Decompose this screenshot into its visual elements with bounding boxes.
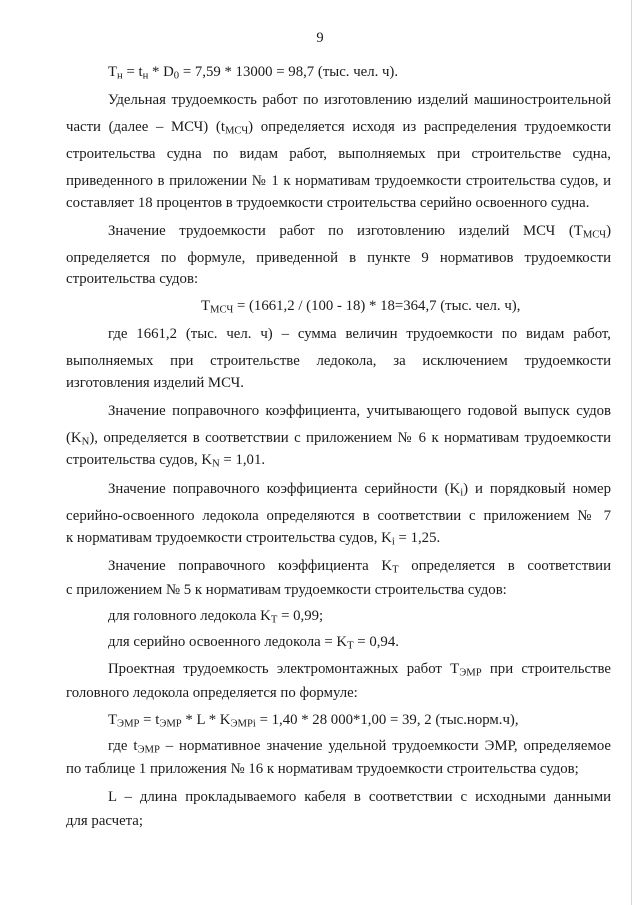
subscript-text: N [81, 436, 90, 448]
formula-tmch: $Т_{МСЧ} = (1661,2 / (100 - 18) * 18=364,7$ (тыс. чел. ч), [201, 298, 521, 316]
paragraph-kn-line: Значение поправочного коэффициента, учитывающего годовой выпуск судов [108, 403, 611, 419]
page-number: 9 [316, 30, 324, 46]
subscript-text: ЭМРi [230, 718, 256, 730]
paragraph-mch-line: составляет 18 процентов в трудоемкости строительства серийно освоенного судна. [66, 195, 590, 211]
paragraph-where-line: где 1661,2 (тыс. чел. ч) – сумма величин трудоемкости по видам работ, [108, 326, 611, 342]
paragraph-tmch-line: Значение трудоемкости работ по изготовлению изделий МСЧ $(Т_{МСЧ})$ [108, 223, 611, 241]
paragraph-where-line: изготовления изделий МСЧ. [66, 375, 244, 391]
subscript-text: н [117, 70, 123, 82]
paragraph-tmch-line: определяется по формуле, приведенной в пункте 9 нормативов трудоемкости [66, 250, 611, 266]
paragraph-temr-def-line: по таблице 1 приложения № 16 к нормативам трудоемкости строительства судов; [66, 761, 579, 777]
list-item-kt-head: для головного ледокола $K_T = 0,99$; [108, 608, 324, 626]
subscript-text: ЭМР [459, 667, 482, 679]
subscript-text: i [391, 536, 395, 548]
paragraph-ki-line: серийно-освоенного ледокола определяются в соответствии с приложением № 7 [66, 508, 611, 524]
paragraph-where-line: выполняемых при строительстве ледокола, за исключением трудоемкости [66, 353, 611, 369]
subscript-text: T [392, 564, 399, 576]
paragraph-kt-line: Значение поправочного коэффициента $K_T$ определяется в соответствии [108, 558, 612, 576]
subscript-text: ЭМР [117, 718, 140, 730]
subscript-text: МСЧ [224, 125, 249, 137]
subscript-text: ЭМР [159, 718, 182, 730]
subscript-text: T [270, 614, 278, 626]
subscript-text: МСЧ [582, 229, 607, 241]
paragraph-length-line: L – длина прокладываемого кабеля в соответствии с исходными данными [108, 789, 611, 805]
paragraph-temr-line: головного ледокола определяется по формуле: [66, 685, 358, 701]
paragraph-tmch-line: строительства судов: [66, 271, 199, 287]
paragraph-kt-line: с приложением № 5 к нормативам трудоемкости строительства судов: [66, 582, 507, 598]
paragraph-temr-def-line: где $t_{ЭМР}$ – нормативное значение удельной трудоемкости ЭМР, определяемое [108, 738, 611, 756]
subscript-text: ЭМР [137, 744, 160, 756]
scan-edge-line [631, 0, 632, 905]
subscript-text: 0 [173, 70, 180, 82]
paragraph-mch-line: части (далее – МСЧ) $(t_{МСЧ})$ определяется исходя из распределения трудоемкости [66, 119, 611, 137]
paragraph-ki-line: Значение поправочного коэффициента серийности $(K_i)$ и порядковый номер [108, 481, 612, 499]
paragraph-mch-line: приведенного в приложении № 1 к нормативам трудоемкости строительства судов, и [66, 173, 611, 189]
paragraph-kn-line: строительства судов, $K_N = 1,01$. [66, 452, 266, 470]
subscript-text: i [460, 487, 464, 499]
paragraph-kn-line: $(K_N)$, определяется в соответствии с приложением № 6 к нормативам трудоемкости [66, 430, 611, 448]
list-item-kt-serial: для серийно освоенного ледокола = $K_T = 0,94$. [108, 634, 399, 652]
subscript-text: МСЧ [210, 304, 234, 316]
subscript-text: T [347, 640, 354, 652]
paragraph-temr-line: Проектная трудоемкость электромонтажных работ $T_{ЭМР}$ при строительстве [108, 661, 611, 679]
formula-temr: $T_{ЭМР} = t_{ЭМР} * L * K_{ЭМРi} = 1,40 * 28$ 000*1,00 = 39, 2 (тыс.норм.ч), [108, 712, 519, 730]
paragraph-ki-line: к нормативам трудоемкости строительства судов, $K_i = 1,25$. [66, 530, 441, 548]
paragraph-mch-line: строительства судна по видам работ, выполняемых при строительстве судна, [66, 146, 611, 162]
paragraph-length-line: для расчета; [66, 813, 143, 829]
paragraph-mch-line: Удельная трудоемкость работ по изготовлению изделий машиностроительной [108, 92, 611, 108]
formula-tn: $T_н = t_н * D_0 = 7,59 * 13000 = 98,7$ (тыс. чел. ч). [108, 64, 399, 82]
subscript-text: N [212, 458, 220, 470]
subscript-text: н [142, 70, 149, 82]
